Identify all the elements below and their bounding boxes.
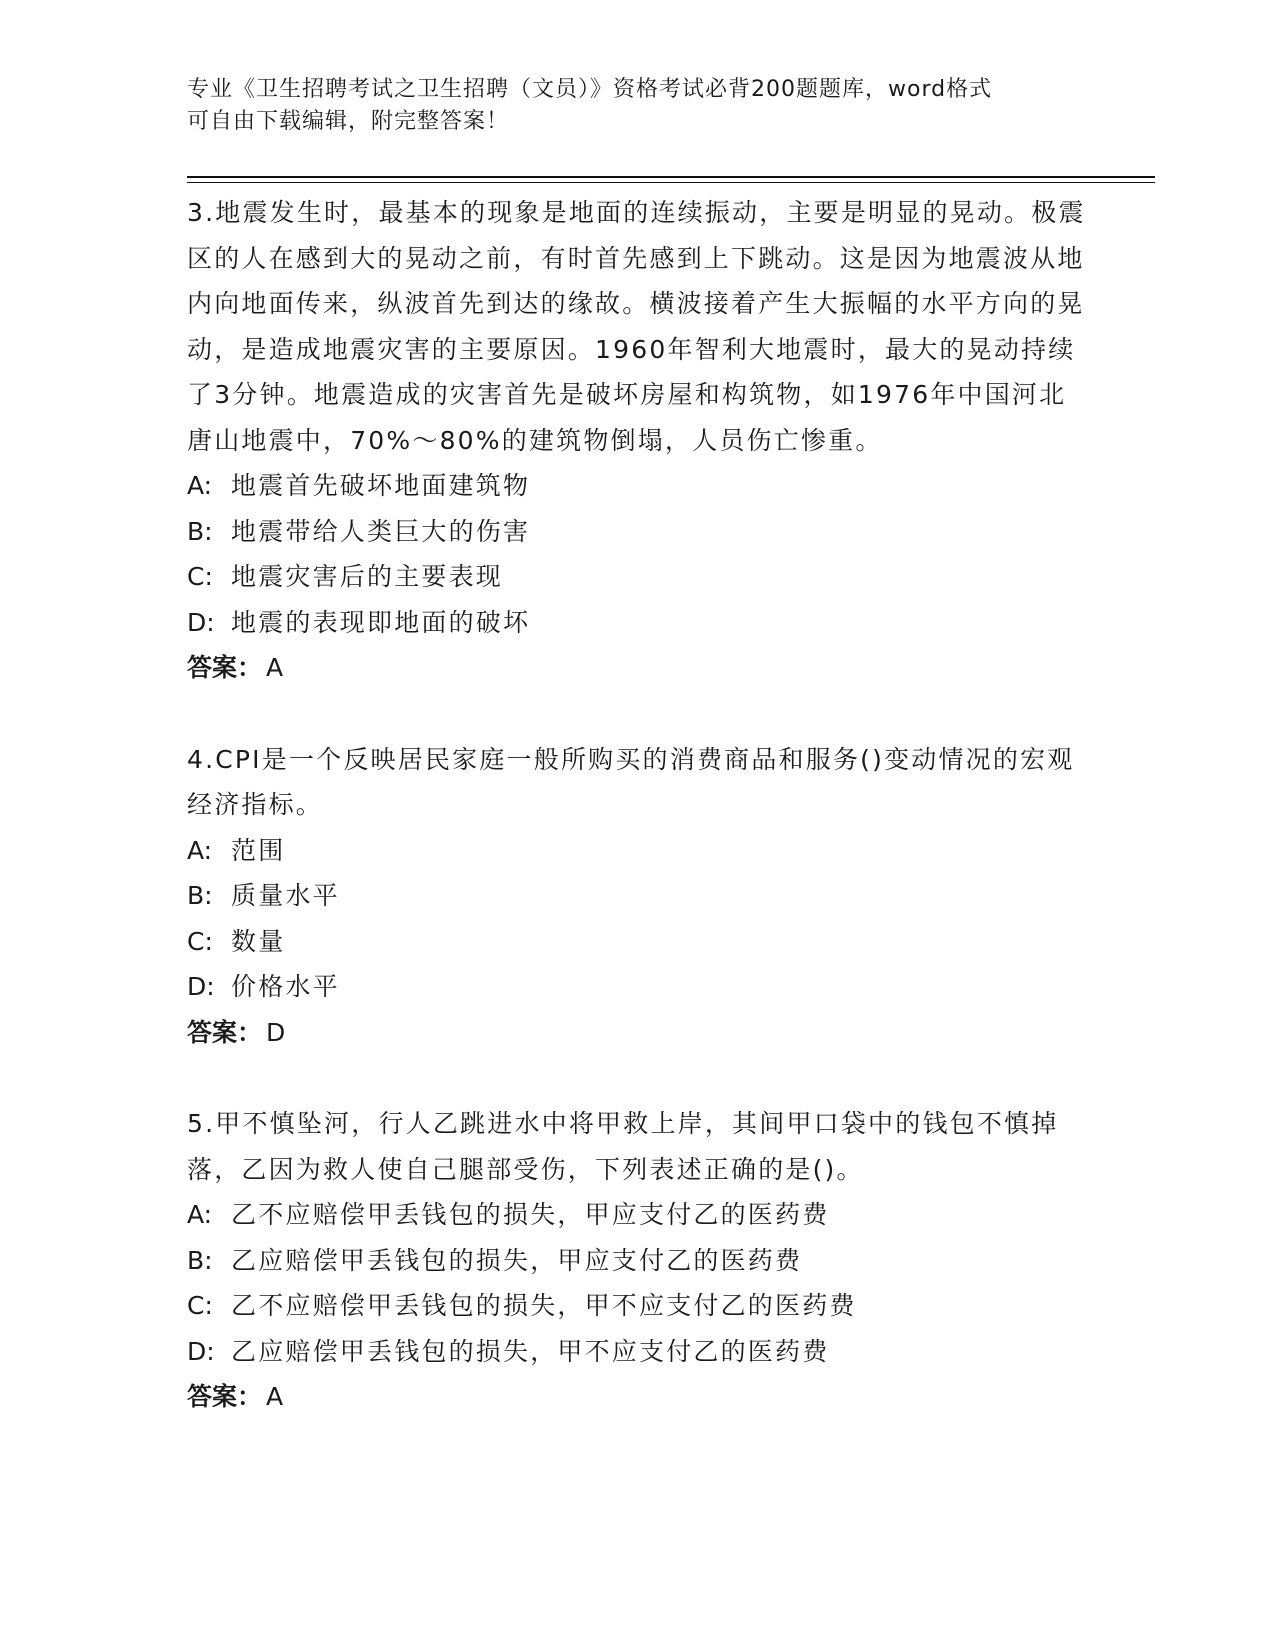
answer-value: A: [266, 653, 284, 682]
option-letter: C:: [187, 926, 213, 956]
option-letter: D:: [187, 972, 215, 1001]
option-letter: A:: [187, 471, 213, 500]
question-stem: 3.地震发生时，最基本的现象是地面的连续振动，主要是明显的晃动。极震区的人在感到大的晃动之前，有时首先感到上下跳动。这是因为地震波从地内向地面传来，纵波首先到达的缘故。横波接着产生大振幅的水平方向的晃动，是造成地震灾害的主要原因。1960年智利大地震时，最大的晃动持续了3分钟。地震造成的灾害首先是破坏房屋和构筑物，如1976年中国河北唐山地震中，70%～80%的建筑物倒塌，人员伤亡惨重。: [187, 198, 1086, 455]
option-text: 乙应赔偿甲丢钱包的损失，甲不应支付乙的医药费: [231, 1336, 830, 1366]
answer-label: 答案：: [187, 653, 263, 682]
question-stem: 4.CPI是一个反映居民家庭一般所购买的消费商品和服务()变动情况的宏观经济指标。: [187, 744, 1075, 819]
option-b: [187, 509, 1087, 555]
option-letter: C:: [187, 562, 213, 591]
option-letter: B:: [187, 881, 213, 910]
option-letter: A:: [187, 835, 213, 865]
question-spacer: [187, 691, 1087, 737]
header-title-line-1: 专业《卫生招聘考试之卫生招聘（文员）》资格考试必背200题题库，word格式: [187, 77, 993, 102]
option-text: 乙不应赔偿甲丢钱包的损失，甲不应支付乙的医药费: [231, 1291, 857, 1320]
question-5: [187, 1101, 1087, 1420]
question-spacer: [187, 1055, 1087, 1101]
question-3: [187, 190, 1087, 691]
question-stem: 5.甲不慎坠河，行人乙跳进水中将甲救上岸，其间甲口袋中的钱包不慎掉落，乙因为救人使自己腿部受伤，下列表述正确的是()。: [187, 1109, 1059, 1184]
option-text: 范围: [231, 835, 286, 865]
option-text: 地震首先破坏地面建筑物: [231, 471, 531, 500]
option-b: [187, 1238, 1087, 1284]
option-c: [187, 554, 1087, 600]
header-title-line-2: 可自由下载编辑，附完整答案！: [187, 109, 510, 134]
header-divider-thin: [187, 182, 1155, 183]
question-4: [187, 737, 1087, 1056]
answer-label: 答案：: [187, 1017, 263, 1047]
header-divider-thick: [187, 176, 1155, 178]
option-text: 地震的表现即地面的破坏: [231, 607, 531, 637]
option-d: [187, 600, 1087, 646]
option-c: [187, 1283, 1087, 1329]
option-letter: D:: [187, 1336, 215, 1366]
option-text: 地震灾害后的主要表现: [231, 562, 504, 591]
option-letter: A:: [187, 1200, 213, 1229]
option-text: 乙不应赔偿甲丢钱包的损失，甲应支付乙的医药费: [231, 1200, 830, 1229]
option-d: [187, 1329, 1087, 1375]
answer-value: A: [266, 1382, 284, 1411]
answer-label: 答案：: [187, 1382, 263, 1411]
option-text: 数量: [231, 926, 286, 956]
option-a: [187, 1192, 1087, 1238]
question-list: [187, 190, 1087, 1420]
answer-line: [187, 1010, 1087, 1056]
option-text: 乙应赔偿甲丢钱包的损失，甲应支付乙的医药费: [231, 1245, 803, 1275]
option-b: [187, 873, 1087, 919]
option-a: [187, 828, 1087, 874]
option-a: [187, 463, 1087, 509]
document-header: [187, 74, 1067, 138]
option-letter: B:: [187, 1245, 213, 1275]
option-c: [187, 919, 1087, 965]
option-text: 价格水平: [231, 972, 340, 1001]
option-letter: C:: [187, 1291, 213, 1320]
answer-line: [187, 1374, 1087, 1420]
option-text: 地震带给人类巨大的伤害: [231, 516, 531, 546]
option-d: [187, 964, 1087, 1010]
option-text: 质量水平: [231, 881, 340, 910]
option-letter: D:: [187, 607, 215, 637]
answer-value: D: [266, 1017, 286, 1047]
answer-line: [187, 645, 1087, 691]
option-letter: B:: [187, 516, 213, 546]
